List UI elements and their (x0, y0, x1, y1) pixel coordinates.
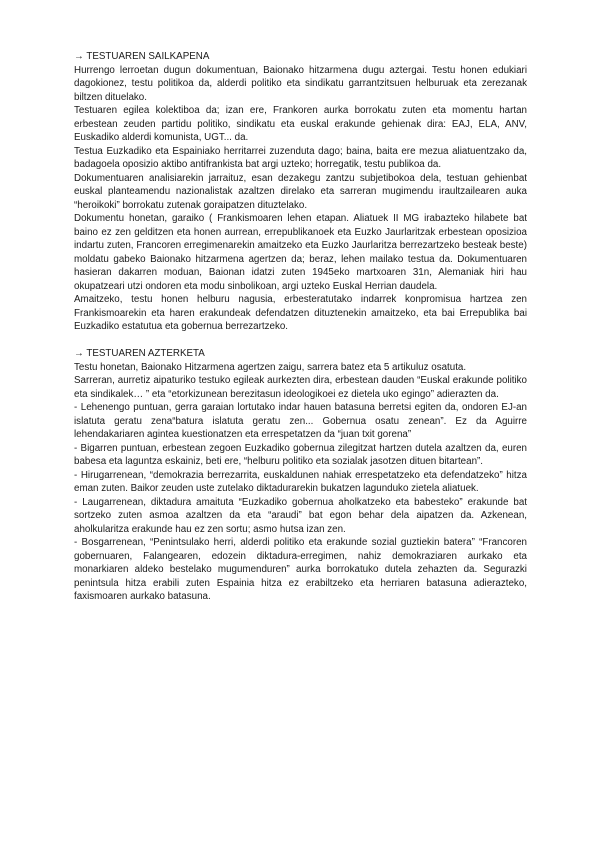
paragraph: Dokumentu honetan, garaiko ( Frankismoaren lehen etapan. Aliatuek II MG irabazteko hilabete bat baino ez zen gelditzen eta honen aurrean, errepublikanoek eta Euzko Jaurlaritzak erbestean oposizioa indartu zuten, Francoren erregimenarekin amaitzeko eta Euzko Jaurlaritza berrezartzeko besteak beste) moldatu gabeko Baionako hitzarmena agertzen da; beraz, lehen mailako testua da. Dokumentuaren hasieran dakarren moduan, Baionan idatzi zuten 1945eko martxoaren 31n, Alemaniak hiri hau okupatzeari utzi ondoren eta modu sinbolikoan, argi uzteko Euskal Herrian daudela. (74, 213, 527, 292)
section-title-analysis: → TESTUAREN AZTERKETA (74, 348, 205, 359)
paragraph: Sarreran, aurretiz aipaturiko testuko egileak aurkezten dira, erbestean dauden “Euskal erakunde politiko eta sindikalek… ” eta “etorkizunean berezitasun ideologikoei ez dietela uko egingo” adierazten da. (74, 375, 527, 400)
paragraph: Dokumentuaren analisiarekin jarraituz, esan dezakegu zantzu subjetibokoa dela, testuan gehienbat euskal planteamendu nazionalistak azaltzen direlako eta sarreran mugimendu iraultzailearen auka “heroikoki” borrokatu zutenak goraipatzen dituztelako. (74, 172, 527, 211)
paragraph: Hurrengo lerroetan dugun dokumentuan, Baionako hitzarmena dugu aztergai. Testu honen edukiari dagokionez, testu politikoa da, alderdi politiko eta sindikatu garrantzitsuen helburuak eta zerezanak biltzen dituelako. (74, 64, 527, 103)
paragraph: Amaitzeko, testu honen helburu nagusia, erbesteratutako indarrek konpromisua hartzea zen Frankismoarekin eta haren erakundeak defendatzen dituztenekin amaitzeko, eta bai Errepublika bai Euzkadiko estatutua eta gobernua berrezartzeko. (74, 294, 527, 332)
paragraph: Testuaren egilea kolektiboa da; izan ere, Frankoren aurka borrokatu zuten eta momentu hartan erbestean zeuden partidu politiko, sindikatu eta euskal erakunde gehienak dira: EAJ, ELA, ANV, Euskadiko alderdi komunista, UGT... da. (74, 105, 527, 143)
paragraph: - Bigarren puntuan, erbestean zegoen Euzkadiko gobernua zilegitzat hartzen dutela azaltzen da, euren babesa eta laguntza eskainiz, beti ere, “helburu politiko eta sozialak jasotzen dituen bitartean”. (74, 442, 527, 467)
section-title-classification: → TESTUAREN SAILKAPENA (74, 51, 210, 62)
paragraph: - Laugarrenean, diktadura amaituta “Euzkadiko gobernua aholkatzeko eta babesteko” erakunde bat sortzeko zuten asmoa azaltzen da eta “araudi” bat egon behar dela aipatzen da. Azkenean, aholkularitza erakunde hau ez zen sortu; asmo hutsa izan zen. (74, 496, 527, 535)
paragraph: - Hirugarrenean, “demokrazia berrezarrita, euskaldunen nahiak errespetatzeko eta defendatzeko” hitza eman zuten. Baikor zeuden uste zutelako diktadurarekin bukatzen lagunduko zietela aliatuek. (74, 469, 527, 494)
paragraph: Testu honetan, Baionako Hitzarmena agertzen zaigu, sarrera batez eta 5 artikuluz osatuta. (74, 361, 467, 373)
document-page (74, 50, 527, 604)
paragraph: - Bosgarrenean, “Penintsulako herri, alderdi politiko eta erakunde sozial guztiekin batera” “Francoren gobernuaren, Falangearen, edozein diktadura-erregimen, nahiz demokraziaren aurkako eta monarkiaren aldeko bestelako mugumenduren” aurka borrokatuko dutela zehazten da. Segurazki penintsula hitza erabili zuten Espainia hitza ez erabiltzeko eta herriaren batasuna adierazteko, faxismoaren aurkako batasuna. (74, 537, 527, 602)
paragraph: - Lehenengo puntuan, gerra garaian lortutako indar hauen batasuna berretsi egiten da, ondoren EJ-an islatuta geratu zena“batura islatuta geratu zen... Gobernua osatu zenean”. Ez da Aguirre lehendakariaren agintea kuestionatzen eta errespetatzen da “juan txit gorena” (74, 402, 527, 440)
paragraph: Testua Euzkadiko eta Espainiako herritarrei zuzenduta dago; baina, baita ere mezua aliatuentzako da, badagoela oposizio aktibo antifrankista bat argi uzteko; horregatik, testu publikoa da. (74, 145, 527, 170)
section-spacer (74, 334, 527, 348)
